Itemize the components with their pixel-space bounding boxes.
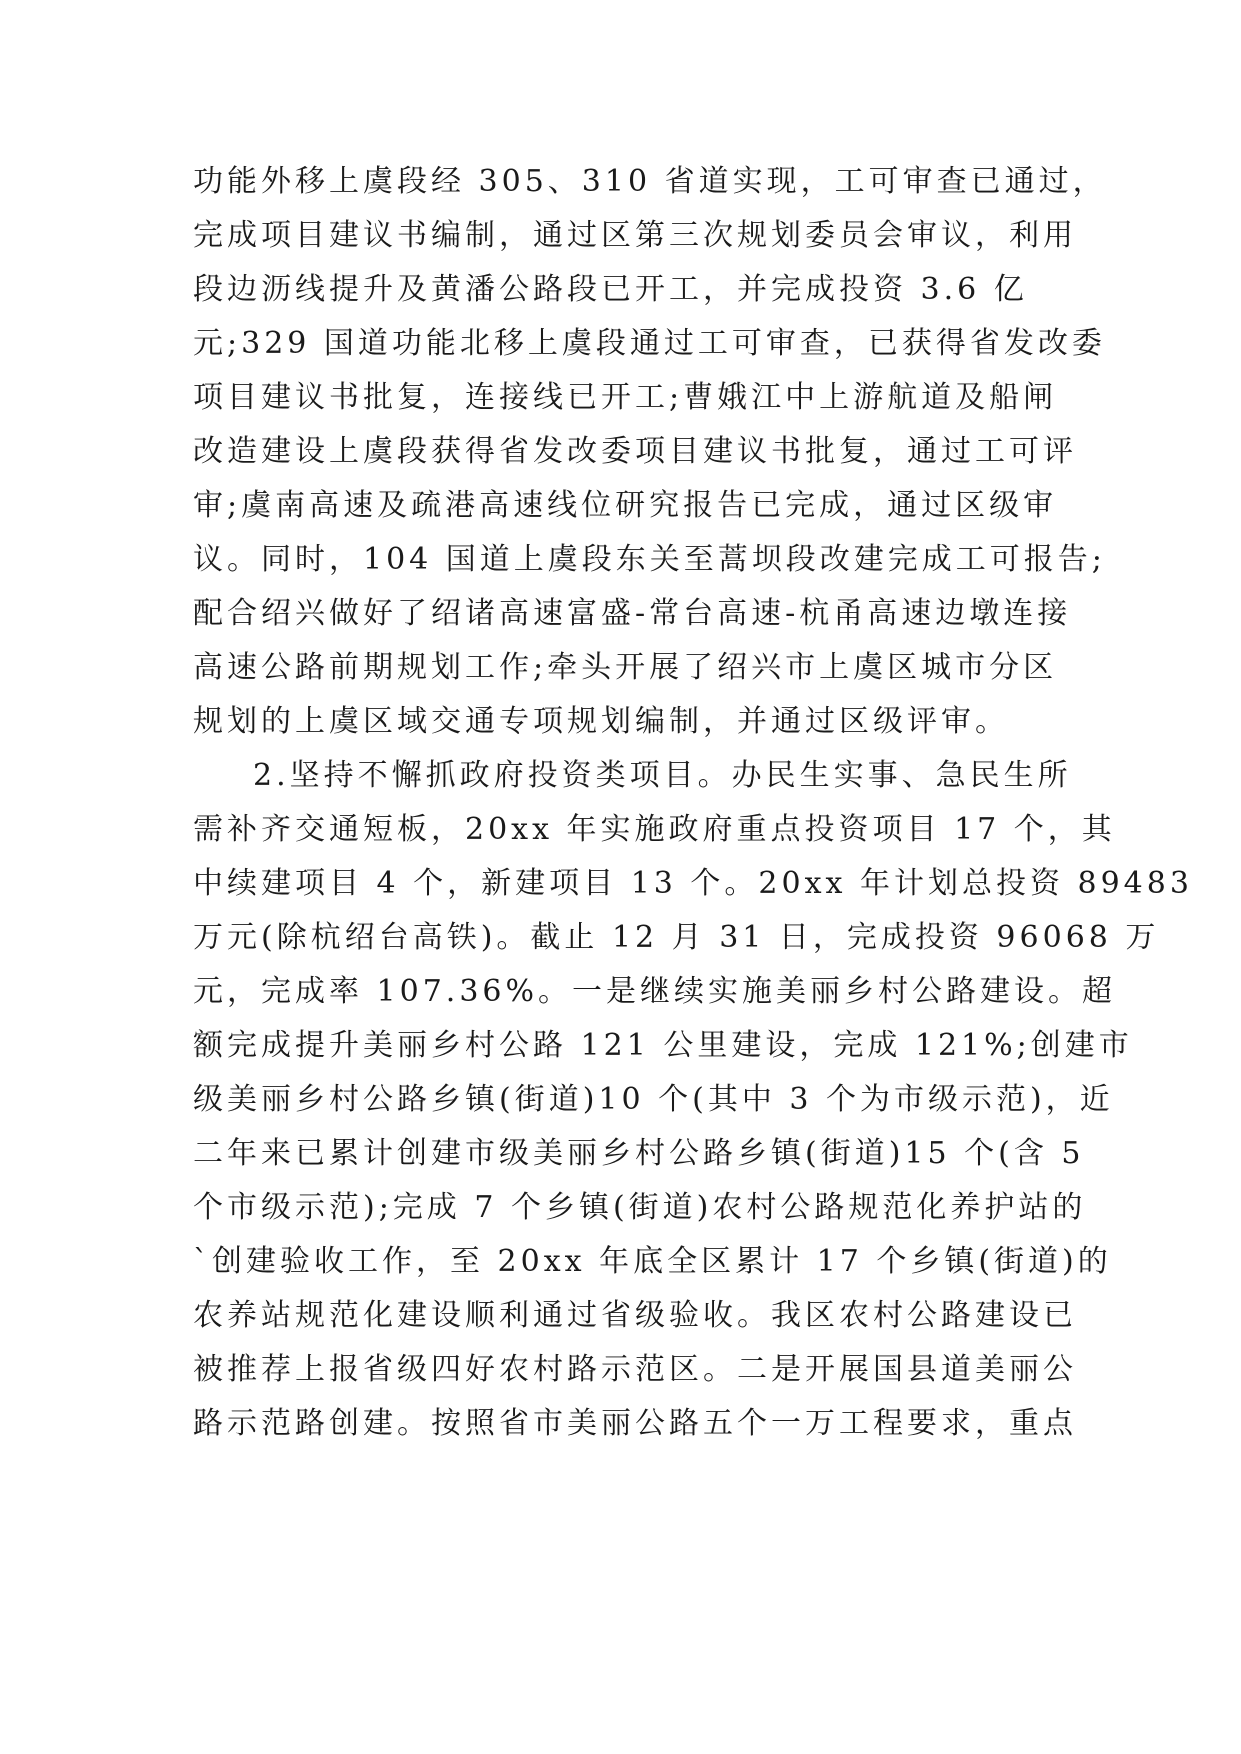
text-line: 个市级示范);完成 7 个乡镇(街道)农村公路规范化养护站的: [193, 1190, 1087, 1225]
body-text: [193, 155, 1193, 1451]
text-line: 段边沥线提升及黄潘公路段已开工，并完成投资 3.6 亿: [193, 272, 1028, 307]
text-line: 完成项目建议书编制，通过区第三次规划委员会审议，利用: [193, 218, 1077, 253]
text-line: 元，完成率 107.36%。一是继续实施美丽乡村公路建设。超: [193, 974, 1117, 1009]
text-line: 被推荐上报省级四好农村路示范区。二是开展国县道美丽公: [193, 1352, 1077, 1387]
text-line: 功能外移上虞段经 305、310 省道实现，工可审查已通过，: [193, 164, 1107, 199]
text-line: 农养站规范化建设顺利通过省级验收。我区农村公路建设已: [193, 1298, 1077, 1333]
paragraph-heading-line: 2.坚持不懈抓政府投资类项目。办民生实事、急民生所: [253, 758, 1072, 793]
text-line: 配合绍兴做好了绍诸高速富盛-常台高速-杭甬高速边墩连接: [193, 596, 1072, 631]
text-line: 额完成提升美丽乡村公路 121 公里建设，完成 121%;创建市: [193, 1028, 1133, 1063]
text-line: 级美丽乡村公路乡镇(街道)10 个(其中 3 个为市级示范)，近: [193, 1082, 1114, 1117]
text-line: 高速公路前期规划工作;牵头开展了绍兴市上虞区城市分区: [193, 650, 1058, 685]
text-line: 需补齐交通短板，20xx 年实施政府重点投资项目 17 个，其: [193, 812, 1116, 847]
text-line: 议。同时，104 国道上虞段东关至蒿坝段改建完成工可报告;: [193, 542, 1106, 577]
text-line: 规划的上虞区域交通专项规划编制，并通过区级评审。: [193, 704, 1009, 739]
text-line: 中续建项目 4 个，新建项目 13 个。20xx 年计划总投资 89483: [193, 866, 1193, 901]
text-line: `创建验收工作，至 20xx 年底全区累计 17 个乡镇(街道)的: [193, 1244, 1112, 1279]
text-line: 元;329 国道功能北移上虞段通过工可审查，已获得省发改委: [193, 326, 1106, 361]
text-line: 改造建设上虞段获得省发改委项目建议书批复，通过工可评: [193, 434, 1077, 469]
text-line: 二年来已累计创建市级美丽乡村公路乡镇(街道)15 个(含 5: [193, 1136, 1085, 1171]
text-line: 项目建议书批复，连接线已开工;曹娥江中上游航道及船闸: [193, 380, 1058, 415]
text-line: 路示范路创建。按照省市美丽公路五个一万工程要求，重点: [193, 1406, 1077, 1441]
text-line: 万元(除杭绍台高铁)。截止 12 月 31 日，完成投资 96068 万: [193, 920, 1160, 955]
text-line: 审;虞南高速及疏港高速线位研究报告已完成，通过区级审: [193, 488, 1058, 523]
